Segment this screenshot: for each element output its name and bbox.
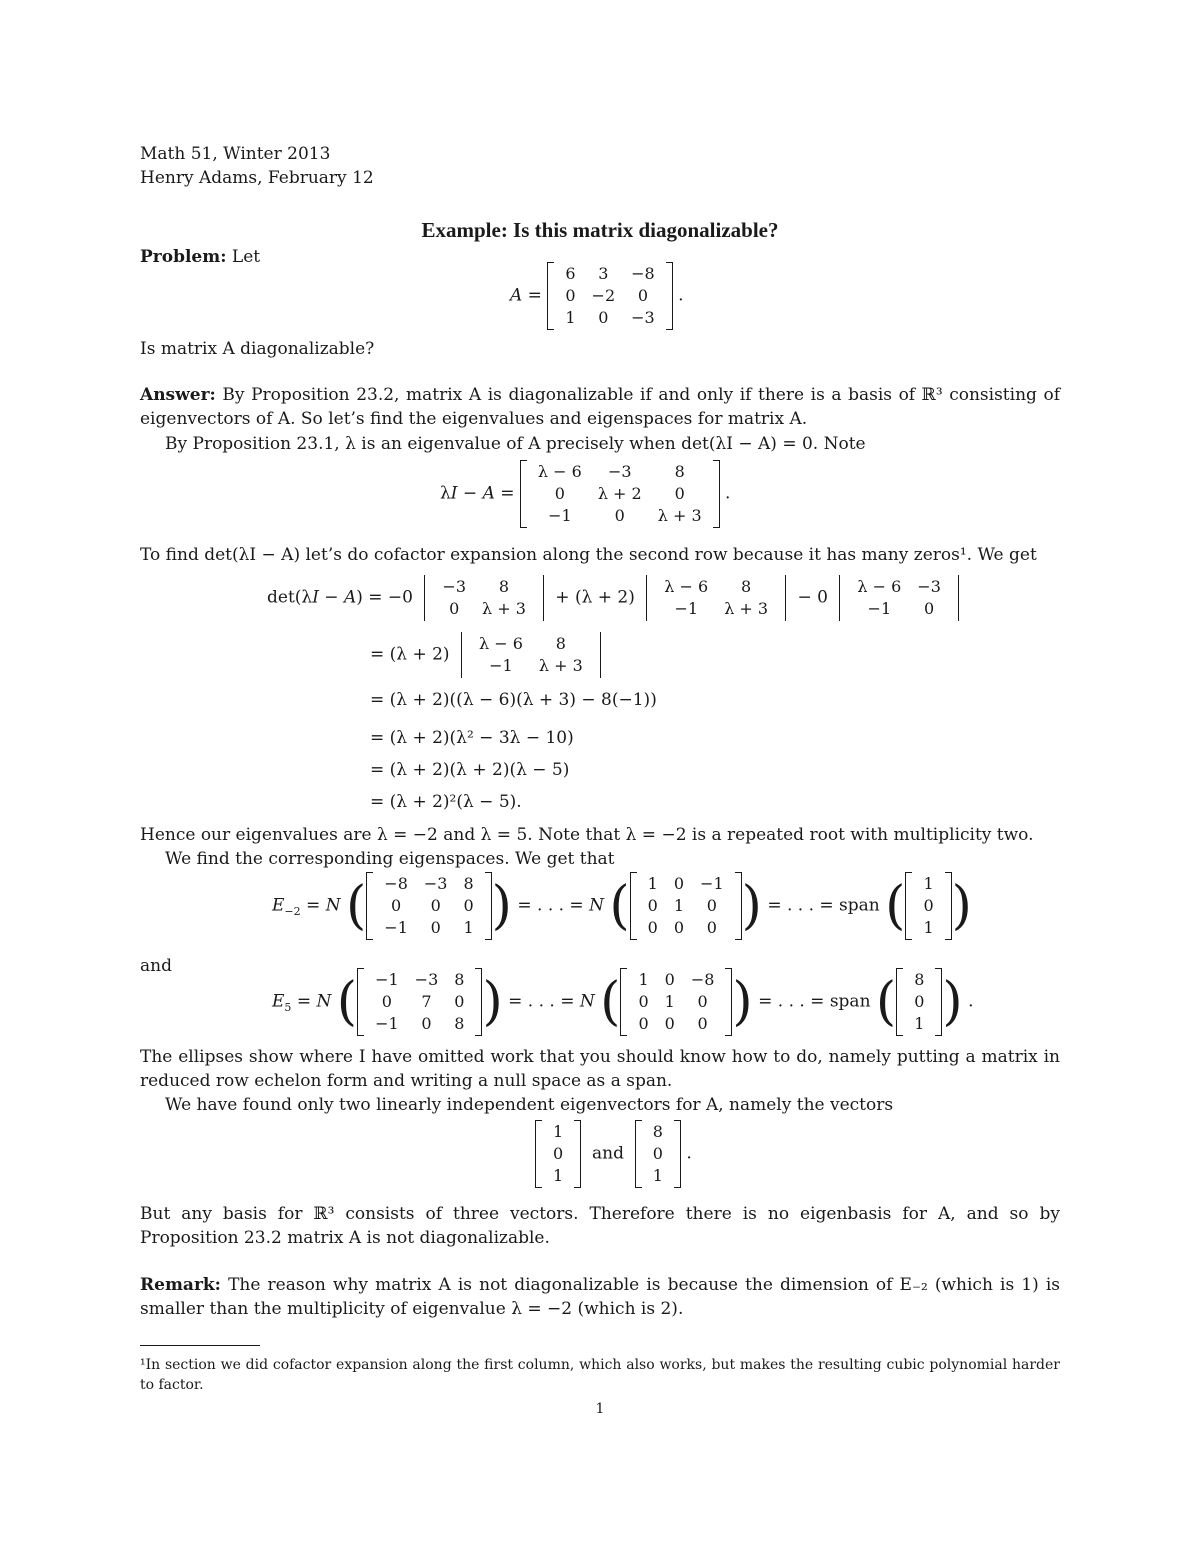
problem-text: Let xyxy=(231,247,261,267)
matrix-cell: −1 xyxy=(867,599,892,618)
matrix-table xyxy=(376,873,481,939)
matrix-cell: 0 xyxy=(697,1014,708,1033)
matrix-cell: λ + 3 xyxy=(482,599,526,618)
answer-label: Answer: xyxy=(140,385,216,405)
E-minus-2-equation: $E_{-2} = N$ ( −8 −3 8 0 0 0 −1 0 1 ) = . . . = N ( 1 0 −1 0 1 0 0 0 0 ) = . . . = span ( 1 0 1 ) xyxy=(272,872,972,940)
matrix-table xyxy=(434,576,534,620)
matrix-cell: λ − 6 xyxy=(857,577,902,596)
matrix-cell: 1 xyxy=(923,918,934,937)
matrix-cell: −3 xyxy=(607,462,632,481)
matrix-cell: −2 xyxy=(591,286,616,305)
matrix-cell: 8 xyxy=(652,1122,663,1141)
matrix-cell: λ − 6 xyxy=(664,577,709,596)
matrix-cell: 1 xyxy=(565,308,576,327)
problem-intro xyxy=(140,246,260,268)
problem-label: Problem: xyxy=(140,247,227,267)
matrix-cell: 0 xyxy=(647,896,658,915)
matrix-cell: 1 xyxy=(652,1166,663,1185)
det-line-3: = (λ + 2)((λ − 6)(λ + 3) − 8(−1)) xyxy=(370,690,657,710)
det-line-2: = (λ + 2) λ − 6 8 −1 λ + 3 xyxy=(370,632,607,678)
E-5-vector xyxy=(896,968,942,1036)
answer-text-3: To find det(λI − A) let’s do cofactor expansion along the second row because it has many zeros¹. We get xyxy=(140,545,1037,565)
matrix-row xyxy=(849,576,949,598)
matrix-row xyxy=(434,576,534,598)
and-word: and xyxy=(140,956,172,976)
matrix-cell: 0 xyxy=(554,484,565,503)
matrix-table xyxy=(471,633,591,677)
matrix-cell: −8 xyxy=(384,874,408,893)
det-line-4: = (λ + 2)(λ² − 3λ − 10) xyxy=(370,728,574,748)
matrix-cell: λ + 3 xyxy=(724,599,769,618)
answer-text-1: By Proposition 23.2, matrix A is diagonalizable if and only if there is a basis of ℝ³ consisting of eigenvectors of A. So let’s find the eigenvalues and eigenspaces for matrix A. xyxy=(140,385,1061,429)
answer-paragraph xyxy=(140,383,1060,431)
matrix-row xyxy=(849,598,949,620)
matrix-cell: −1 xyxy=(700,874,724,893)
matrix-cell: 0 xyxy=(430,896,441,915)
matrix-row xyxy=(545,1121,571,1143)
matrix-cell: 0 xyxy=(430,918,441,937)
matrix-cell: 0 xyxy=(637,286,649,305)
matrix-row xyxy=(915,873,941,895)
matrix-row xyxy=(471,633,591,655)
matrix-row xyxy=(915,917,941,939)
matrix-cell: −3 xyxy=(442,577,466,596)
matrix-row xyxy=(630,991,722,1013)
matrix-cell: 0 xyxy=(390,896,402,915)
matrix-cell: 8 xyxy=(498,577,510,596)
matrix-cell: −1 xyxy=(489,656,513,675)
lambdaI-minus-A-equation: λI − A = λ − 6 −3 8 0 λ + 2 0 −1 0 λ + 3 . xyxy=(440,460,730,528)
matrix-A xyxy=(547,262,672,330)
matrix-cell: 8 xyxy=(454,1014,465,1033)
matrix-cell: 0 xyxy=(923,599,935,618)
E-5-matrix-2 xyxy=(620,968,732,1036)
matrix-cell: −1 xyxy=(375,1014,399,1033)
matrix-table xyxy=(557,263,662,329)
matrix-row xyxy=(906,1013,932,1035)
matrix-cell: 0 xyxy=(565,286,576,305)
det-expansion-line: det(λI − A) = −0 −3 8 0 λ + 3 + (λ + 2) λ − 6 8 −1 λ + 3 − 0 λ − 6 −3 −1 0 xyxy=(267,575,965,621)
matrix-row xyxy=(645,1143,671,1165)
matrix-cell: 8 xyxy=(741,577,752,596)
matrix-table xyxy=(915,873,941,939)
matrix-cell: 3 xyxy=(598,264,609,283)
matrix-cell: 0 xyxy=(638,1014,649,1033)
matrix-row xyxy=(645,1165,671,1187)
matrix-row xyxy=(656,598,776,620)
footnote: ¹In section we did cofactor expansion along the first column, which also works, but makes the resulting cubic polynomial harder to factor. xyxy=(140,1357,1060,1393)
matrix-cell: −3 xyxy=(414,970,439,989)
minor-1 xyxy=(418,575,550,621)
answer-text-7: We have found only two linearly independent eigenvectors for A, namely the vectors xyxy=(165,1095,894,1115)
matrix-cell: 7 xyxy=(421,992,432,1011)
matrix-cell: 0 xyxy=(463,896,474,915)
matrix-cell: 0 xyxy=(674,484,685,503)
matrix-cell: 1 xyxy=(553,1122,564,1141)
matrix-row xyxy=(367,991,472,1013)
matrix-row xyxy=(645,1121,671,1143)
matrix-cell: 1 xyxy=(914,1014,925,1033)
remark-paragraph xyxy=(140,1273,1060,1321)
matrix-cell: 0 xyxy=(697,992,708,1011)
course-line: Math 51, Winter 2013 xyxy=(140,144,331,164)
matrix-cell: 0 xyxy=(553,1144,564,1163)
matrix-cell: −3 xyxy=(423,874,448,893)
matrix-row xyxy=(915,895,941,917)
matrix-cell: 0 xyxy=(598,308,609,327)
matrix-table xyxy=(849,576,949,620)
matrix-cell: 0 xyxy=(706,896,717,915)
matrix-row xyxy=(906,969,932,991)
matrix-row xyxy=(545,1143,571,1165)
answer-text-5: We find the corresponding eigenspaces. We get that xyxy=(165,849,615,869)
matrix-row xyxy=(640,895,732,917)
matrix-cell: 8 xyxy=(555,634,566,653)
matrix-cell: 1 xyxy=(638,970,649,989)
matrix-table xyxy=(630,969,722,1035)
matrix-table xyxy=(640,873,732,939)
matrix-cell: −3 xyxy=(917,577,941,596)
matrix-cell: 0 xyxy=(923,896,934,915)
matrix-cell: −1 xyxy=(548,506,572,525)
matrix-row xyxy=(530,483,710,505)
matrix-row xyxy=(471,655,591,677)
remark-label: Remark: xyxy=(140,1275,221,1295)
matrix-cell: −1 xyxy=(375,970,399,989)
matrix-row xyxy=(557,285,662,307)
E-minus-2-matrix-1 xyxy=(366,872,491,940)
answer-text-6: The ellipses show where I have omitted work that you should know how to do, namely putting a matrix in reduced row echelon form and writing a null space as a span. xyxy=(140,1047,1060,1091)
matrix-cell: 0 xyxy=(647,918,658,937)
matrix-row xyxy=(367,1013,472,1035)
matrix-cell: λ − 6 xyxy=(478,634,523,653)
matrix-A-equation: A = 6 3 −8 0 −2 0 1 0 −3 . xyxy=(510,262,684,330)
matrix-table xyxy=(545,1121,571,1187)
matrix-cell: 0 xyxy=(673,874,685,893)
matrix-row xyxy=(376,895,481,917)
matrix-table xyxy=(656,576,776,620)
eigenvectors-display: 1 0 1 and 8 0 1 . xyxy=(535,1120,692,1188)
eigenvector-1 xyxy=(535,1120,581,1188)
matrix-cell: 8 xyxy=(454,970,465,989)
matrix-cell: −8 xyxy=(631,264,655,283)
matrix-table xyxy=(530,461,710,527)
matrix-table xyxy=(367,969,472,1035)
matrix-row xyxy=(557,307,662,329)
matrix-cell: 8 xyxy=(463,874,474,893)
matrix-cell: 0 xyxy=(381,992,392,1011)
matrix-cell: 1 xyxy=(664,992,675,1011)
matrix-cell: 0 xyxy=(706,918,717,937)
answer-text-4: Hence our eigenvalues are λ = −2 and λ = 5. Note that λ = −2 is a repeated root with multiplicity two. xyxy=(140,825,1034,845)
matrix-cell: 0 xyxy=(421,1014,432,1033)
minor-2 xyxy=(640,575,792,621)
matrix-cell: −8 xyxy=(690,970,715,989)
matrix-cell: λ − 6 xyxy=(537,462,582,481)
matrix-cell: 1 xyxy=(463,918,474,937)
matrix-cell: 1 xyxy=(553,1166,564,1185)
matrix-cell: −3 xyxy=(631,308,655,327)
matrix-cell: 0 xyxy=(652,1144,663,1163)
matrix-cell: λ + 3 xyxy=(657,506,702,525)
matrix-row xyxy=(906,991,932,1013)
matrix-row xyxy=(557,263,662,285)
and-between-vectors: and xyxy=(592,1143,624,1164)
E-minus-2-vector xyxy=(905,872,951,940)
matrix-row xyxy=(640,873,732,895)
matrix-cell: 1 xyxy=(647,874,658,893)
matrix-row xyxy=(530,505,710,527)
eigenvector-2 xyxy=(635,1120,681,1188)
question: Is matrix A diagonalizable? xyxy=(140,339,375,359)
answer-text-2: By Proposition 23.1, λ is an eigenvalue of A precisely when det(λI − A) = 0. Note xyxy=(165,434,866,454)
matrix-row xyxy=(530,461,710,483)
matrix-cell: 0 xyxy=(638,992,649,1011)
minor-2-repeat xyxy=(455,632,607,678)
minor-3 xyxy=(833,575,965,621)
matrix-cell: λ + 3 xyxy=(538,656,583,675)
matrix-cell: 0 xyxy=(664,1014,675,1033)
matrix-cell: −1 xyxy=(674,599,699,618)
matrix-row xyxy=(367,969,472,991)
matrix-cell: 1 xyxy=(923,874,934,893)
author-date-line: Henry Adams, February 12 xyxy=(140,168,374,188)
matrix-row xyxy=(376,917,481,939)
matrix-row xyxy=(640,917,732,939)
matrix-row xyxy=(376,873,481,895)
matrix-cell: 8 xyxy=(914,970,925,989)
matrix-cell: −1 xyxy=(384,918,408,937)
matrix-row xyxy=(434,598,534,620)
det-line-6: = (λ + 2)²(λ − 5). xyxy=(370,792,522,812)
page-number: 1 xyxy=(595,1401,605,1417)
matrix-cell: 0 xyxy=(664,970,675,989)
matrix-row xyxy=(630,1013,722,1035)
answer-text-8: But any basis for ℝ³ consists of three vectors. Therefore there is no eigenbasis for A, and so by Proposition 23.2 matrix A is not diagonalizable. xyxy=(140,1204,1060,1248)
matrix-row xyxy=(656,576,776,598)
E-minus-2-matrix-2 xyxy=(630,872,742,940)
matrix-cell: λ + 2 xyxy=(597,484,642,503)
E-5-equation: $E_5 = N$ ( −1 −3 8 0 7 0 −1 0 8 ) = . . . = N ( 1 0 −8 0 1 0 0 0 0 ) = . . . = span ( 8 0 1 ) . xyxy=(272,968,974,1036)
matrix-cell: 0 xyxy=(449,599,460,618)
matrix-row xyxy=(545,1165,571,1187)
page-title: Example: Is this matrix diagonalizable? xyxy=(421,218,779,242)
matrix-cell: 6 xyxy=(565,264,576,283)
remark-text: The reason why matrix A is not diagonalizable is because the dimension of E₋₂ (which is 1) is smaller than the multiplicity of eigenvalue λ = −2 (which is 2). xyxy=(140,1275,1061,1319)
matrix-cell: 8 xyxy=(674,462,685,481)
E-5-matrix-1 xyxy=(357,968,482,1036)
matrix-cell: 1 xyxy=(673,896,685,915)
matrix-table xyxy=(906,969,932,1035)
matrix-row xyxy=(630,969,722,991)
matrix-cell: 0 xyxy=(914,992,925,1011)
matrix-cell: 0 xyxy=(673,918,685,937)
matrix-cell: 0 xyxy=(614,506,625,525)
lambdaI-minus-A-matrix xyxy=(520,460,720,528)
matrix-cell: 0 xyxy=(454,992,465,1011)
det-line-5: = (λ + 2)(λ + 2)(λ − 5) xyxy=(370,760,570,780)
matrix-table xyxy=(645,1121,671,1187)
footnote-rule xyxy=(140,1345,260,1346)
